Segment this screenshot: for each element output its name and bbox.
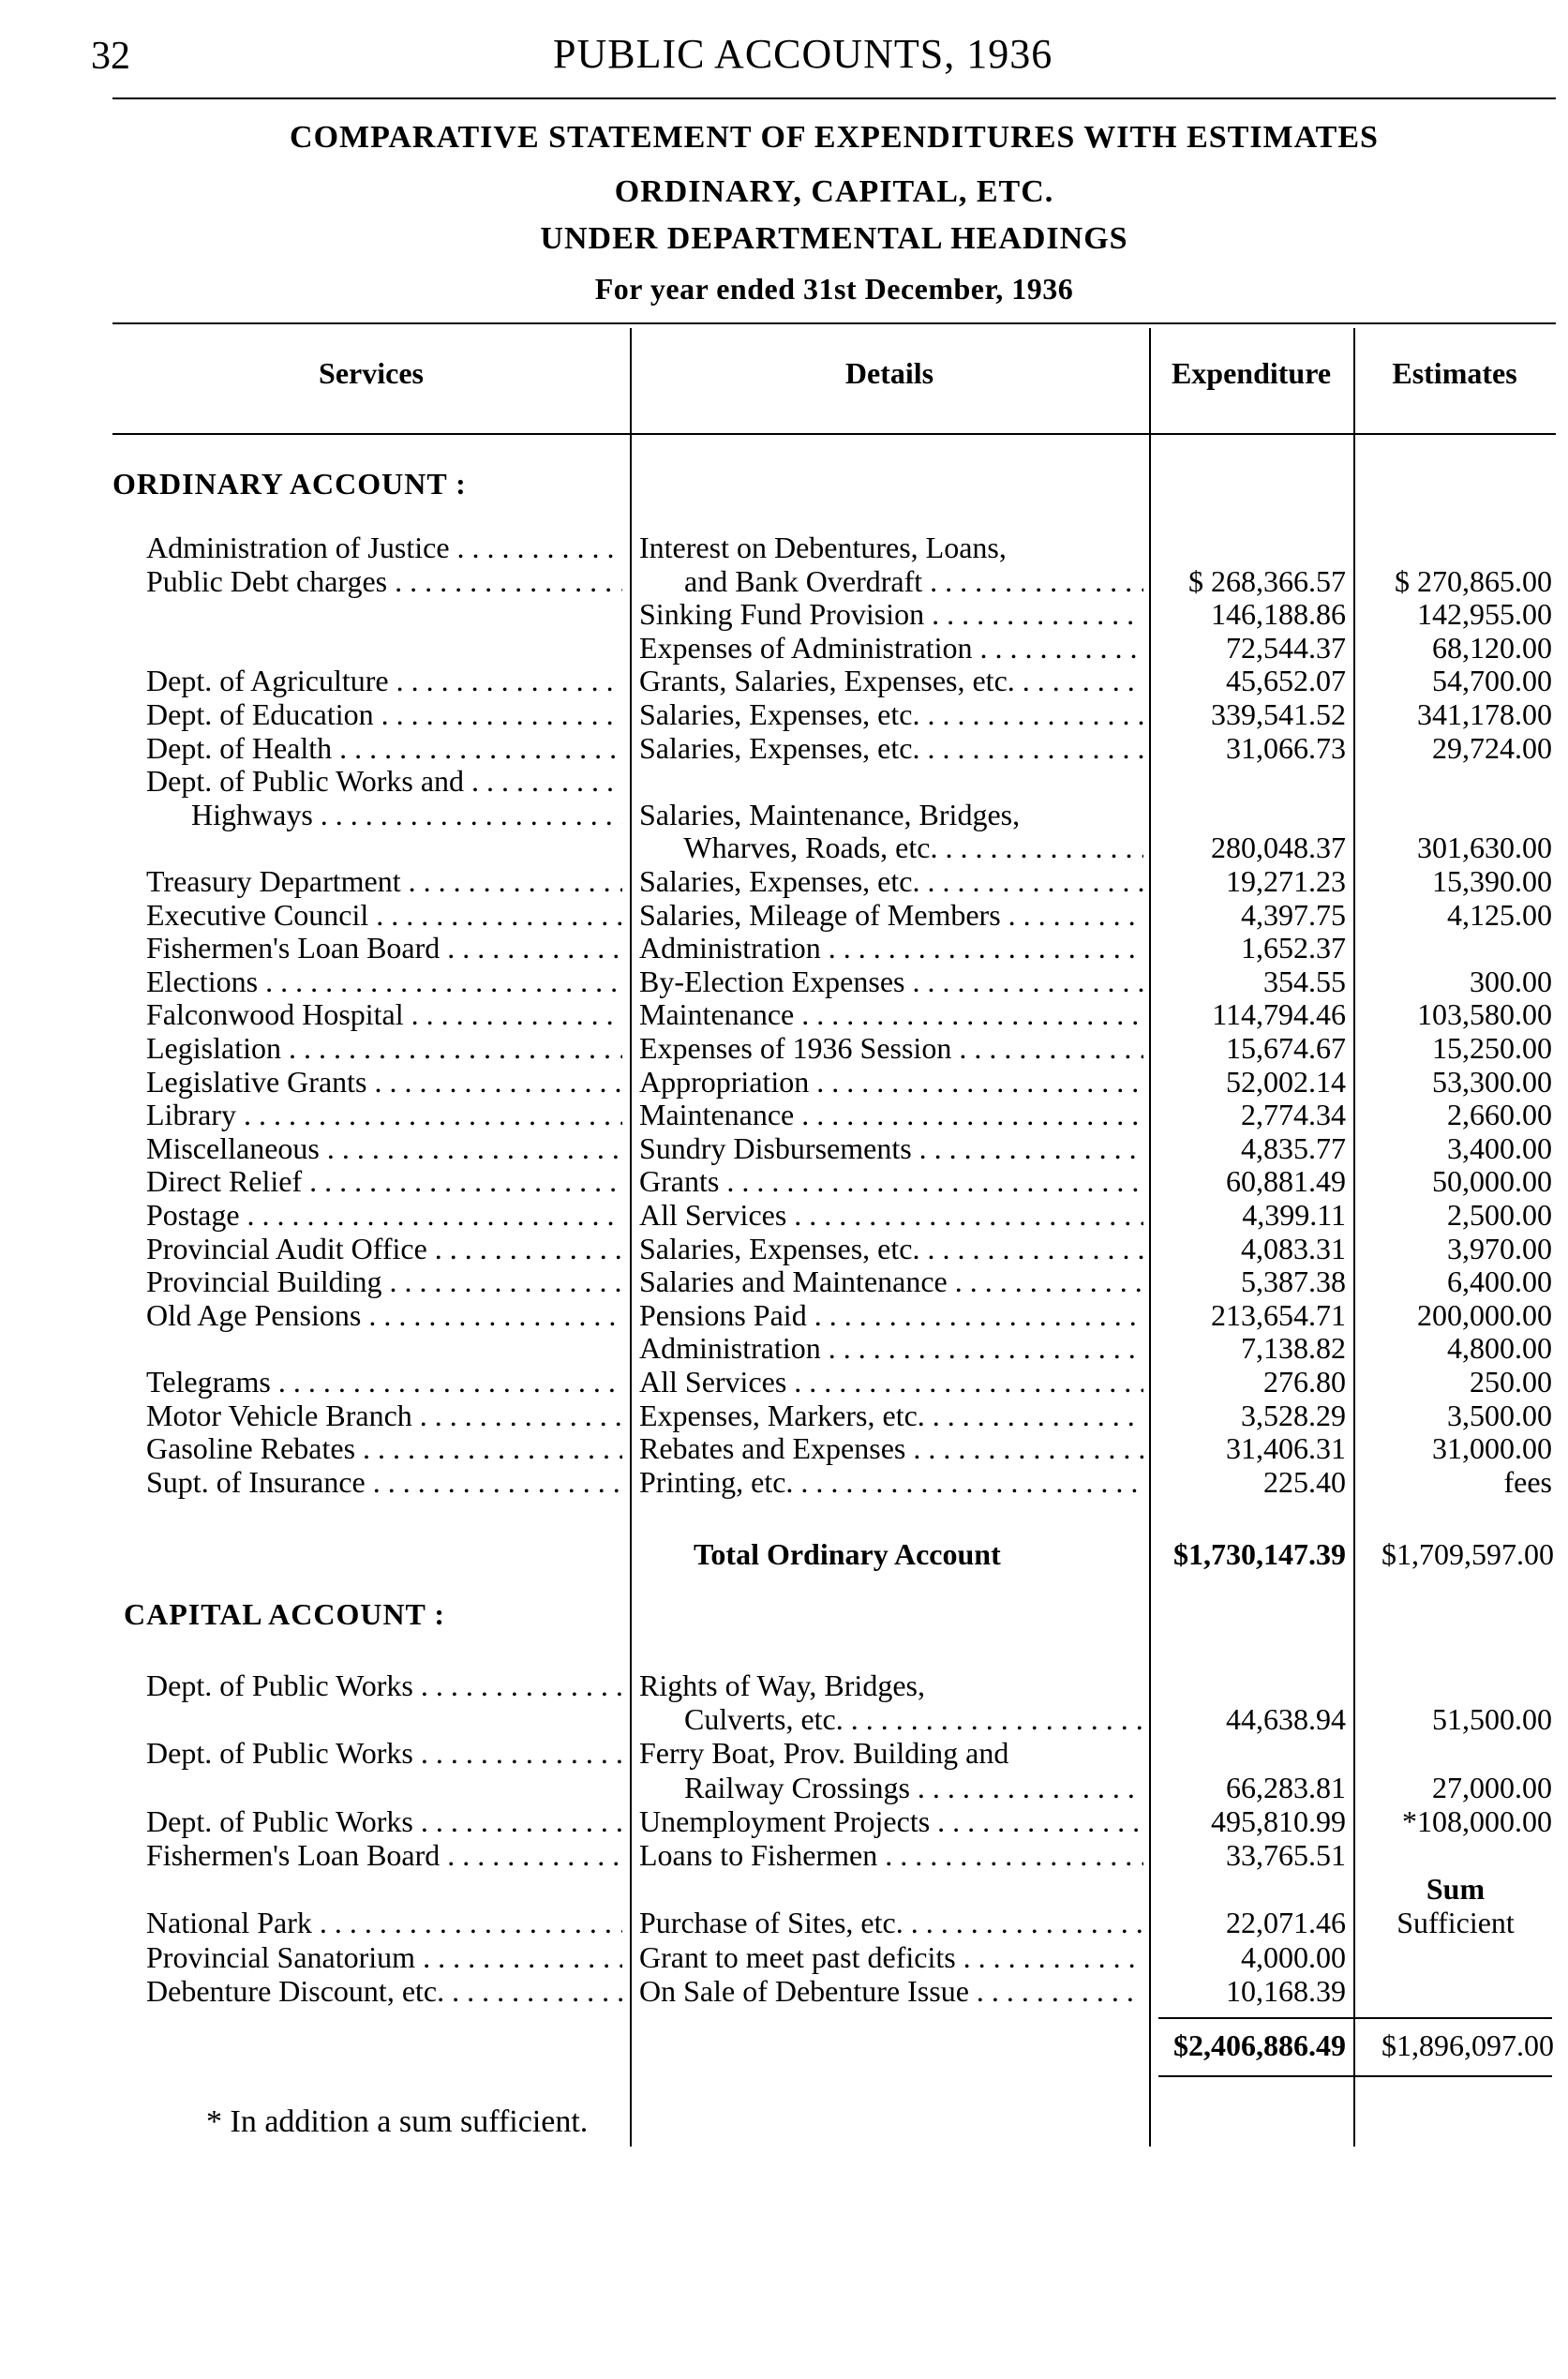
detail-cell: Printing, etc. . . .: [639, 1465, 1143, 1499]
estimate-cell: 2,500.00: [1447, 1198, 1552, 1232]
column-divider-details: [630, 328, 632, 2147]
service-cell: Falconwood Hospital . . .: [146, 997, 622, 1031]
statement-subtitle-2: UNDER DEPARTMENTAL HEADINGS: [540, 221, 1128, 256]
footnote: * In addition a sum sufficient.: [206, 2104, 589, 2139]
estimate-cell: 54,700.00: [1432, 664, 1552, 698]
column-header-estimates: Estimates: [1392, 356, 1517, 390]
column-header-details: Details: [844, 356, 934, 390]
detail-cell: By-Election Expenses . . .: [639, 965, 1143, 998]
expenditure-cell: 33,765.51: [1226, 1838, 1346, 1872]
detail-cell: Administration . . .: [639, 1331, 1143, 1365]
service-cell: Motor Vehicle Branch . . .: [146, 1399, 622, 1432]
estimate-cell: 29,724.00: [1432, 730, 1552, 765]
estimate-cell: 200,000.00: [1417, 1297, 1552, 1332]
expenditure-cell: 354.55: [1263, 964, 1346, 998]
grand-total-underline: [1158, 2075, 1552, 2077]
service-cell: National Park . . .: [146, 1906, 622, 1939]
expenditure-cell: 19,271.23: [1226, 864, 1346, 898]
estimate-cell: 51,500.00: [1432, 1702, 1552, 1737]
estimate-cell: 4,125.00: [1447, 897, 1552, 932]
detail-cell: Rights of Way, Bridges,: [639, 1668, 925, 1702]
estimate-cell: *108,000.00: [1402, 1803, 1552, 1838]
detail-cell: Purchase of Sites, etc. . . .: [639, 1906, 1143, 1939]
expenditure-cell: 60,881.49: [1226, 1164, 1346, 1199]
detail-cell: All Services . . .: [639, 1198, 1143, 1232]
detail-cell: Grants, Salaries, Expenses, etc. . . .: [639, 664, 1143, 697]
detail-cell: Administration . . .: [639, 931, 1143, 965]
detail-cell: On Sale of Debenture Issue . . .: [639, 1974, 1143, 2008]
service-cell: Dept. of Public Works and . . .: [146, 764, 622, 798]
service-cell: Legislation . . .: [146, 1031, 622, 1065]
expenditure-cell: 276.80: [1263, 1365, 1346, 1399]
total-ordinary-estimate: $1,709,597.00: [1381, 1537, 1554, 1571]
expenditure-cell: 146,188.86: [1211, 597, 1346, 632]
running-title: PUBLIC ACCOUNTS, 1936: [553, 31, 1053, 77]
detail-cell: Railway Crossings . . .: [639, 1771, 1143, 1804]
estimate-cell: 6,400.00: [1447, 1264, 1552, 1299]
estimate-cell: 3,500.00: [1447, 1398, 1552, 1432]
estimate-cell: 31,000.00: [1432, 1431, 1552, 1466]
service-cell: Telegrams . . .: [146, 1365, 622, 1399]
service-cell: Library . . .: [146, 1098, 622, 1131]
estimate-cell: 4,800.00: [1447, 1331, 1552, 1366]
detail-cell: Maintenance . . .: [639, 1098, 1143, 1131]
estimate-cell: 142,955.00: [1417, 597, 1552, 632]
detail-cell: Expenses of Administration . . .: [639, 631, 1143, 665]
service-cell: Elections . . .: [146, 965, 622, 998]
service-cell: Dept. of Public Works . . .: [146, 1736, 622, 1770]
service-cell: Old Age Pensions . . .: [146, 1298, 622, 1332]
expenditure-cell: 52,002.14: [1226, 1064, 1346, 1099]
service-cell: Fishermen's Loan Board . . .: [146, 931, 622, 965]
detail-cell: Salaries, Expenses, etc. . . .: [639, 1232, 1143, 1265]
grand-total-rule: [1158, 2017, 1552, 2019]
expenditure-cell: 4,397.75: [1241, 897, 1346, 932]
estimate-cell: $ 270,865.00: [1395, 563, 1552, 598]
grand-total-expenditure: $2,406,886.49: [1173, 2028, 1346, 2062]
detail-cell: Loans to Fishermen . . .: [639, 1838, 1143, 1872]
expenditure-cell: 66,283.81: [1226, 1770, 1346, 1804]
service-cell: Debenture Discount, etc. . . .: [146, 1974, 622, 2008]
service-cell: Provincial Audit Office . . .: [146, 1232, 622, 1265]
total-ordinary-expenditure: $1,730,147.39: [1173, 1537, 1346, 1571]
service-cell: Dept. of Public Works . . .: [146, 1804, 622, 1838]
service-cell: Highways . . .: [146, 798, 622, 831]
detail-cell: Wharves, Roads, etc. . . .: [639, 830, 1143, 864]
statement-subtitle: ORDINARY, CAPITAL, ETC.: [614, 174, 1054, 209]
expenditure-cell: 45,652.07: [1226, 664, 1346, 698]
estimate-cell: 2,660.00: [1447, 1098, 1552, 1132]
grand-total-estimate: $1,896,097.00: [1381, 2028, 1554, 2062]
estimate-cell: Sum: [1426, 1872, 1486, 1907]
expenditure-cell: 31,406.31: [1226, 1431, 1346, 1466]
detail-cell: Ferry Boat, Prov. Building and: [639, 1736, 1009, 1771]
expenditure-cell: 4,835.77: [1241, 1130, 1346, 1165]
total-ordinary-label: Total Ordinary Account: [694, 1537, 1001, 1571]
detail-cell: Maintenance . . .: [639, 997, 1143, 1031]
estimate-cell: fees: [1503, 1464, 1552, 1499]
expenditure-cell: 4,000.00: [1241, 1939, 1346, 1974]
estimate-cell: 301,630.00: [1417, 830, 1552, 865]
detail-cell: Grants . . .: [639, 1164, 1143, 1198]
ordinary-account-heading: ORDINARY ACCOUNT :: [112, 467, 467, 501]
expenditure-cell: 495,810.99: [1211, 1803, 1346, 1838]
column-divider-estimates: [1353, 328, 1355, 2147]
detail-cell: Expenses, Markers, etc. . . .: [639, 1399, 1143, 1432]
detail-cell: Grant to meet past deficits . . .: [639, 1940, 1143, 1974]
service-cell: Public Debt charges . . .: [146, 564, 622, 598]
detail-cell: Salaries and Maintenance . . .: [639, 1264, 1143, 1298]
expenditure-cell: 22,071.46: [1226, 1906, 1346, 1940]
expenditure-cell: $ 268,366.57: [1188, 563, 1346, 598]
expenditure-cell: 15,674.67: [1226, 1031, 1346, 1065]
estimate-cell: Sufficient: [1396, 1906, 1515, 1940]
detail-cell: Sinking Fund Provision . . .: [639, 597, 1143, 631]
estimate-cell: 341,178.00: [1417, 697, 1552, 731]
detail-cell: Rebates and Expenses . . .: [639, 1431, 1143, 1465]
detail-cell: Interest on Debentures, Loans,: [639, 531, 1007, 564]
estimate-cell: 250.00: [1470, 1365, 1552, 1399]
service-cell: Administration of Justice . . .: [146, 531, 622, 564]
detail-cell: Unemployment Projects . . .: [639, 1804, 1143, 1838]
service-cell: Fishermen's Loan Board . . .: [146, 1838, 622, 1872]
service-cell: Postage . . .: [146, 1198, 622, 1232]
detail-cell: All Services . . .: [639, 1365, 1143, 1399]
expenditure-cell: 5,387.38: [1241, 1264, 1346, 1299]
expenditure-cell: 339,541.52: [1211, 697, 1346, 731]
service-cell: Direct Relief . . .: [146, 1164, 622, 1198]
detail-cell: Salaries, Maintenance, Bridges,: [639, 797, 1021, 831]
expenditure-cell: 1,652.37: [1241, 931, 1346, 965]
table-header-rule: [112, 433, 1556, 435]
detail-cell: Salaries, Expenses, etc. . . .: [639, 864, 1143, 898]
estimate-cell: 27,000.00: [1432, 1770, 1552, 1804]
capital-account-heading: CAPITAL ACCOUNT :: [124, 1597, 445, 1631]
detail-cell: Salaries, Expenses, etc. . . .: [639, 731, 1143, 765]
column-header-services: Services: [319, 356, 424, 390]
service-cell: Treasury Department . . .: [146, 864, 622, 898]
detail-cell: Salaries, Mileage of Members . . .: [639, 898, 1143, 932]
detail-cell: Expenses of 1936 Session . . .: [639, 1031, 1143, 1065]
service-cell: Supt. of Insurance . . .: [146, 1465, 622, 1499]
detail-cell: Pensions Paid . . .: [639, 1298, 1143, 1332]
estimate-cell: 3,400.00: [1447, 1130, 1552, 1165]
expenditure-cell: 3,528.29: [1241, 1398, 1346, 1432]
service-cell: Provincial Sanatorium . . .: [146, 1940, 622, 1974]
detail-cell: Culverts, etc. . . .: [639, 1702, 1143, 1736]
table-top-rule: [112, 322, 1556, 324]
detail-cell: Sundry Disbursements . . .: [639, 1131, 1143, 1165]
estimate-cell: 68,120.00: [1432, 630, 1552, 665]
expenditure-cell: 7,138.82: [1241, 1331, 1346, 1366]
statement-period: For year ended 31st December, 1936: [594, 272, 1074, 306]
detail-cell: Appropriation . . .: [639, 1065, 1143, 1099]
column-divider-expenditure: [1149, 328, 1151, 2147]
service-cell: Dept. of Agriculture . . .: [146, 664, 622, 697]
expenditure-cell: 225.40: [1263, 1464, 1346, 1499]
expenditure-cell: 4,083.31: [1241, 1231, 1346, 1265]
expenditure-cell: 2,774.34: [1241, 1098, 1346, 1132]
expenditure-cell: 44,638.94: [1226, 1702, 1346, 1737]
estimate-cell: 300.00: [1470, 964, 1552, 998]
service-cell: Dept. of Public Works . . .: [146, 1668, 622, 1702]
service-cell: Provincial Building . . .: [146, 1264, 622, 1298]
estimate-cell: 50,000.00: [1432, 1164, 1552, 1199]
service-cell: Gasoline Rebates . . .: [146, 1431, 622, 1465]
expenditure-cell: 10,168.39: [1226, 1973, 1346, 2008]
service-cell: Dept. of Health . . .: [146, 731, 622, 765]
service-cell: Executive Council . . .: [146, 898, 622, 932]
expenditure-cell: 4,399.11: [1242, 1198, 1346, 1232]
statement-title: COMPARATIVE STATEMENT OF EXPENDITURES WITH ESTIMATES: [290, 120, 1379, 155]
header-rule: [112, 97, 1556, 99]
estimate-cell: 3,970.00: [1447, 1231, 1552, 1265]
service-cell: Miscellaneous . . .: [146, 1131, 622, 1165]
estimate-cell: 15,390.00: [1432, 864, 1552, 898]
estimate-cell: 15,250.00: [1432, 1031, 1552, 1065]
detail-cell: Salaries, Expenses, etc. . . .: [639, 697, 1143, 731]
service-cell: Dept. of Education . . .: [146, 697, 622, 731]
expenditure-cell: 280,048.37: [1211, 830, 1346, 865]
expenditure-cell: 31,066.73: [1226, 730, 1346, 765]
page-number: 32: [91, 35, 130, 78]
expenditure-cell: 72,544.37: [1226, 630, 1346, 665]
expenditure-cell: 213,654.71: [1211, 1297, 1346, 1332]
estimate-cell: 103,580.00: [1417, 997, 1552, 1032]
detail-cell: and Bank Overdraft . . .: [639, 564, 1143, 598]
expenditure-cell: 114,794.46: [1212, 997, 1346, 1032]
column-header-expenditure: Expenditure: [1171, 356, 1332, 390]
estimate-cell: 53,300.00: [1432, 1064, 1552, 1099]
service-cell: Legislative Grants . . .: [146, 1065, 622, 1099]
